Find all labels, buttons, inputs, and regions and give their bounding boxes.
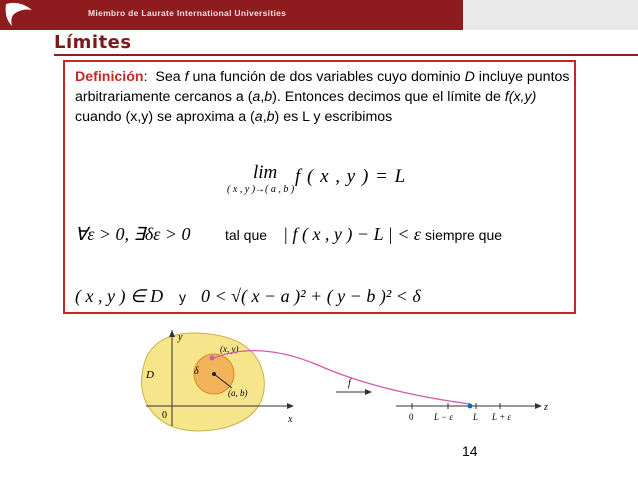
definition-b: b — [266, 109, 275, 125]
y-axis-label: y — [178, 332, 183, 343]
y-word: y — [179, 289, 186, 305]
page-number: 14 — [462, 443, 478, 459]
definition-f: f — [184, 69, 189, 85]
l-plus-label: L + ε — [492, 412, 511, 422]
definition-text: ) es L y escribimos — [274, 109, 393, 125]
definition-box — [63, 60, 576, 314]
limit-expression: f ( x , y ) = L — [295, 166, 407, 187]
image-point — [468, 404, 473, 409]
l-label: L — [473, 412, 479, 422]
header-right-panel — [463, 0, 638, 30]
header-bar — [0, 0, 638, 30]
origin-label: 0 — [162, 410, 167, 421]
definition-b: b — [264, 89, 273, 105]
university-logo-icon — [0, 0, 48, 30]
domain-label: D — [146, 369, 154, 381]
ab-label: (a, b) — [228, 388, 248, 398]
epsilon-delta-condition: ∀ε > 0, ∃δε > 0 — [75, 224, 191, 244]
tal-que-text: tal que — [225, 227, 268, 243]
definition-D: D — [464, 69, 475, 85]
definition-comma: , — [262, 109, 267, 125]
definition-text: cuando (x,y) se aproxima a ( — [75, 109, 255, 125]
definition-paragraph — [75, 67, 570, 127]
limit-subscript: ( x , y )→( a , b ) — [227, 184, 295, 195]
definition-text: ). Entonces decimos que el límite de — [272, 89, 505, 105]
abs-difference-expression: | f ( x , y ) − L | < ε — [283, 224, 421, 244]
x-axis-arrow-icon — [287, 403, 294, 409]
definition-text: Sea — [155, 69, 185, 85]
y-axis-arrow-icon — [169, 330, 175, 337]
definition-fxy: f(x,y) — [504, 89, 537, 105]
xy-point — [210, 356, 215, 361]
xy-label: (x, y) — [220, 344, 239, 354]
university-name: Miembro de Laurate International Universities — [88, 8, 287, 18]
limit-diagram — [140, 330, 560, 440]
title-divider — [54, 54, 638, 56]
page-title: Límites — [54, 32, 132, 53]
distance-expression: 0 < √( x − a )² + ( y − b )² < δ — [201, 286, 421, 306]
definition-text: una función de dos variables cuyo dominio — [188, 69, 465, 85]
domain-expression: ( x , y ) ∈ D — [75, 286, 164, 306]
f-label: f — [348, 378, 351, 389]
definition-a: a — [252, 89, 261, 105]
z-axis-label: z — [544, 402, 548, 413]
definition-label: Definición — [75, 69, 144, 85]
siempre-que-text: siempre que — [425, 227, 503, 243]
definition-colon: : — [143, 69, 148, 85]
zero-right-label: 0 — [409, 412, 414, 422]
l-minus-label: L − ε — [434, 412, 453, 422]
x-axis-label: x — [288, 414, 293, 425]
limit-word: lim — [253, 162, 278, 183]
definition-text: incluye puntos arbitrariamente cercanos a ( — [75, 69, 570, 105]
definition-a: a — [254, 109, 263, 125]
z-axis-arrow-icon — [535, 403, 542, 409]
definition-comma: , — [260, 89, 265, 105]
f-arrow-icon — [365, 389, 372, 395]
delta-label: δ — [194, 366, 199, 377]
